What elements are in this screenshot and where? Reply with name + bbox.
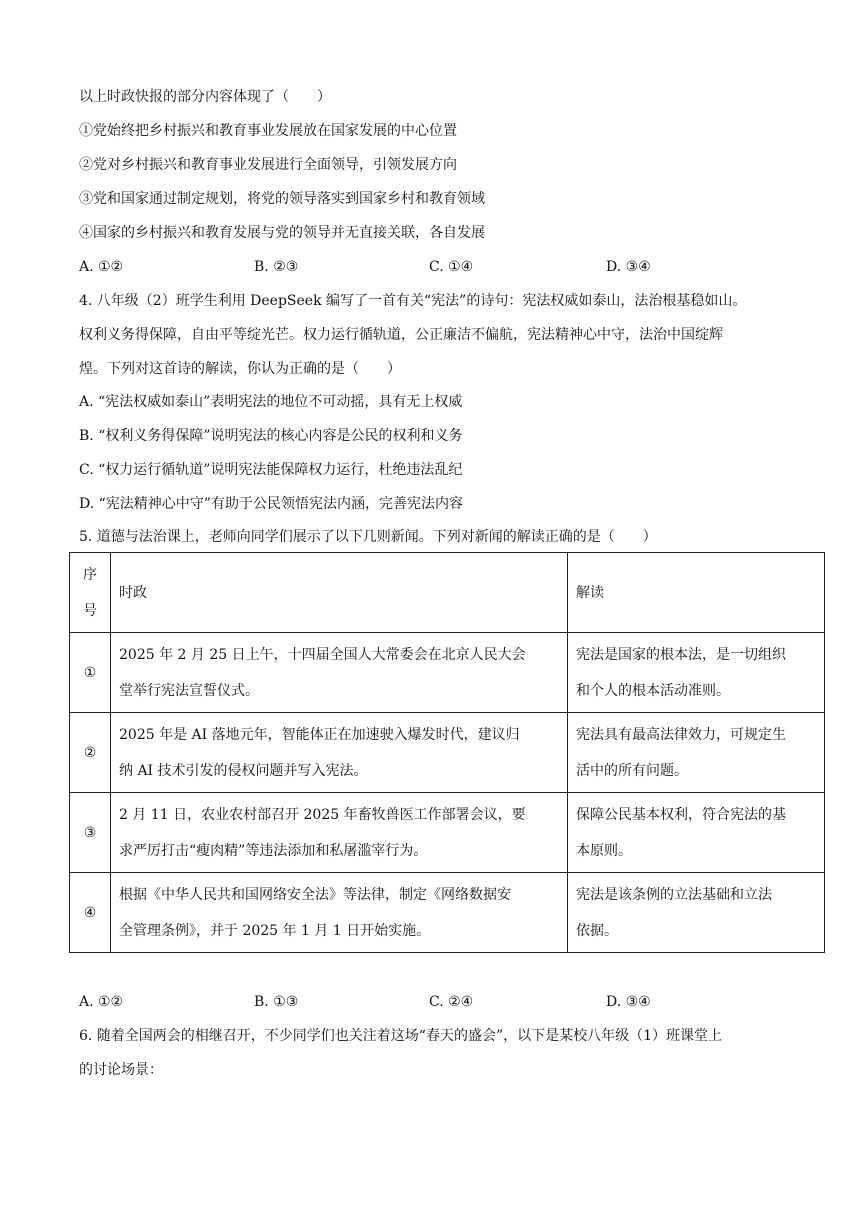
- header-news: 时政: [111, 553, 568, 633]
- table-row: [70, 633, 825, 713]
- statement-4: ④国家的乡村振兴和教育发展与党的领导并无直接关联，各自发展: [79, 225, 485, 241]
- q4-stem-line-1: 4. 八年级（2）班学生利用 DeepSeek 编写了一首有关“宪法”的诗句：宪法权威如泰山，法治根基稳如山。: [79, 293, 747, 309]
- q4-stem-line-3: 煌。下列对这首诗的解读，你认为正确的是（ ）: [79, 361, 401, 377]
- statement-2: ②党对乡村振兴和教育事业发展进行全面领导，引领发展方向: [79, 157, 457, 173]
- row-seq: ③: [70, 793, 111, 873]
- q3-option-b: B. ②③: [254, 259, 299, 275]
- news-table: [69, 552, 825, 953]
- q3-option-c: C. ①④: [429, 259, 474, 275]
- q4-stem-line-2: 权利义务得保障，自由平等绽光芒。权力运行循轨道，公正廉洁不偏航，宪法精神心中守，法治中国绽辉: [79, 327, 723, 343]
- q3-options: [79, 257, 779, 277]
- row-news: 2 月 11 日，农业农村部召开 2025 年畜牧兽医工作部署会议，要 求严厉打击“瘦肉精”等违法添加和私屠滥宰行为。: [111, 793, 568, 873]
- q4-choice-b: B. “权利义务得保障”说明宪法的核心内容是公民的权利和义务: [79, 428, 463, 444]
- statement-1: ①党始终把乡村振兴和教育事业发展放在国家发展的中心位置: [79, 123, 457, 139]
- q4-choice-c: C. “权力运行循轨道”说明宪法能保障权力运行，杜绝违法乱纪: [79, 462, 463, 478]
- row-interp: 宪法具有最高法律效力，可规定生 活中的所有问题。: [568, 713, 825, 793]
- row-interp: 宪法是该条例的立法基础和立法 依据。: [568, 873, 825, 953]
- row-seq: ④: [70, 873, 111, 953]
- q4-choice-d: D. “宪法精神心中守”有助于公民领悟宪法内涵，完善宪法内容: [79, 496, 463, 512]
- q6-stem-line-2: 的讨论场景：: [79, 1062, 163, 1078]
- row-seq: ②: [70, 713, 111, 793]
- row-news: 2025 年 2 月 25 日上午，十四届全国人大常委会在北京人民大会 堂举行宪法宣誓仪式。: [111, 633, 568, 713]
- q5-stem: 5. 道德与法治课上，老师向同学们展示了以下几则新闻。下列对新闻的解读正确的是（ ）: [79, 529, 657, 545]
- table-row: [70, 713, 825, 793]
- statement-3: ③党和国家通过制定规划，将党的领导落实到国家乡村和教育领域: [79, 191, 485, 207]
- table-row: [70, 793, 825, 873]
- row-interp: 宪法是国家的根本法，是一切组织 和个人的根本活动准则。: [568, 633, 825, 713]
- q3-option-d: D. ③④: [606, 259, 651, 275]
- row-interp: 保障公民基本权利，符合宪法的基 本原则。: [568, 793, 825, 873]
- table-row: [70, 873, 825, 953]
- q5-option-a: A. ①②: [79, 994, 124, 1010]
- q5-option-c: C. ②④: [429, 994, 474, 1010]
- q5-options: [79, 992, 779, 1012]
- header-seq: 序 号: [70, 553, 111, 633]
- row-seq: ①: [70, 633, 111, 713]
- q5-option-d: D. ③④: [606, 994, 651, 1010]
- q4-choice-a: A. “宪法权威如泰山”表明宪法的地位不可动摇，具有无上权威: [79, 394, 463, 410]
- question-intro: 以上时政快报的部分内容体现了（ ）: [79, 89, 331, 105]
- table-header-row: [70, 553, 825, 633]
- row-news: 2025 年是 AI 落地元年，智能体正在加速驶入爆发时代，建议归 纳 AI 技术引发的侵权问题并写入宪法。: [111, 713, 568, 793]
- header-interp: 解读: [568, 553, 825, 633]
- row-news: 根据《中华人民共和国网络安全法》等法律，制定《网络数据安 全管理条例》，并于 2025 年 1 月 1 日开始实施。: [111, 873, 568, 953]
- q5-option-b: B. ①③: [254, 994, 299, 1010]
- q6-stem-line-1: 6. 随着全国两会的相继召开，不少同学们也关注着这场“春天的盛会”，以下是某校八年级（1）班课堂上: [79, 1028, 723, 1044]
- q3-option-a: A. ①②: [79, 259, 124, 275]
